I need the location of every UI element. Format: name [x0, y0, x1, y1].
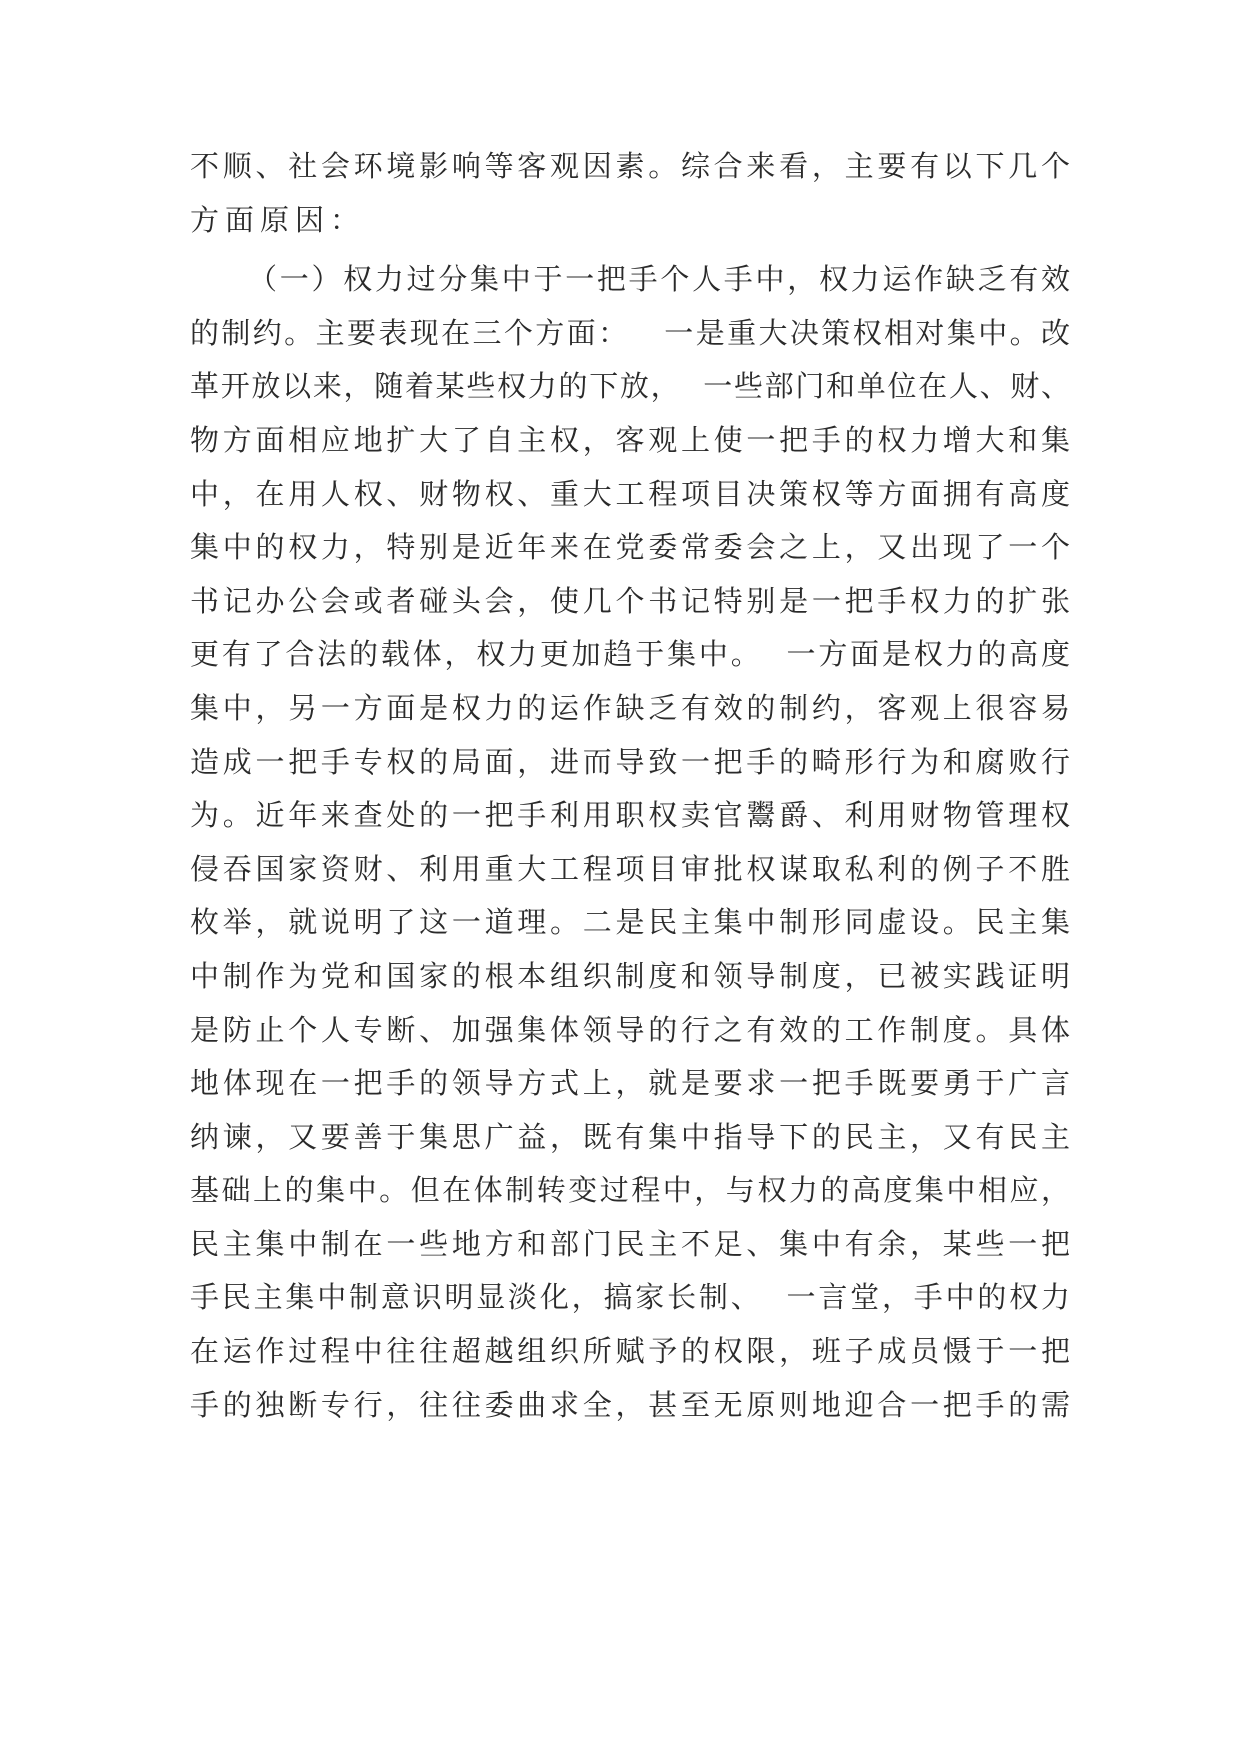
text-line: 的制约。主要表现在三个方面： 一是重大决策权相对集中。改 — [190, 315, 1070, 350]
text-line: 集中的权力，特别是近年来在党委常委会之上，又出现了一个 — [190, 530, 1070, 565]
text-line: 民主集中制在一些地方和部门民主不足、集中有余，某些一把 — [190, 1226, 1070, 1261]
text-line: 集中，另一方面是权力的运作缺乏有效的制约，客观上很容易 — [190, 690, 1070, 725]
text-line: 为。近年来查处的一把手利用职权卖官鬻爵、利用财物管理权 — [190, 798, 1070, 833]
text-line: 侵吞国家资财、利用重大工程项目审批权谋取私利的例子不胜 — [190, 851, 1070, 886]
text-line: （一）权力过分集中于一把手个人手中，权力运作缺乏有效 — [248, 262, 1070, 297]
text-line: 手民主集中制意识明显淡化，搞家长制、 一言堂，手中的权力 — [190, 1280, 1070, 1315]
text-line: 中制作为党和国家的根本组织制度和领导制度，已被实践证明 — [190, 958, 1070, 993]
text-line: 在运作过程中往往超越组织所赋予的权限，班子成员慑于一把 — [190, 1334, 1070, 1369]
text-line: 手的独断专行，往往委曲求全，甚至无原则地迎合一把手的需 — [190, 1387, 1070, 1422]
text-line: 革开放以来，随着某些权力的下放， 一些部门和单位在人、财、 — [190, 369, 1070, 404]
text-line: 枚举，就说明了这一道理。二是民主集中制形同虚设。民主集 — [190, 905, 1070, 940]
text-line: 中，在用人权、财物权、重大工程项目决策权等方面拥有高度 — [190, 476, 1070, 511]
text-line: 地体现在一把手的领导方式上，就是要求一把手既要勇于广言 — [190, 1066, 1070, 1101]
text-line: 不顺、社会环境影响等客观因素。综合来看，主要有以下几个 — [190, 149, 1070, 183]
body-text — [190, 140, 1070, 1432]
text-line: 是防止个人专断、加强集体领导的行之有效的工作制度。具体 — [190, 1012, 1070, 1047]
text-line: 物方面相应地扩大了自主权，客观上使一把手的权力增大和集 — [190, 422, 1070, 457]
text-line: 纳谏，又要善于集思广益，既有集中指导下的民主，又有民主 — [190, 1119, 1070, 1154]
text-line: 更有了合法的载体，权力更加趋于集中。 一方面是权力的高度 — [190, 637, 1070, 672]
text-line: 基础上的集中。但在体制转变过程中，与权力的高度集中相应， — [190, 1173, 1070, 1208]
text-line: 方面原因： — [190, 202, 366, 237]
text-line: 书记办公会或者碰头会，使几个书记特别是一把手权力的扩张 — [190, 583, 1070, 618]
text-line: 造成一把手专权的局面，进而导致一把手的畸形行为和腐败行 — [190, 744, 1070, 779]
